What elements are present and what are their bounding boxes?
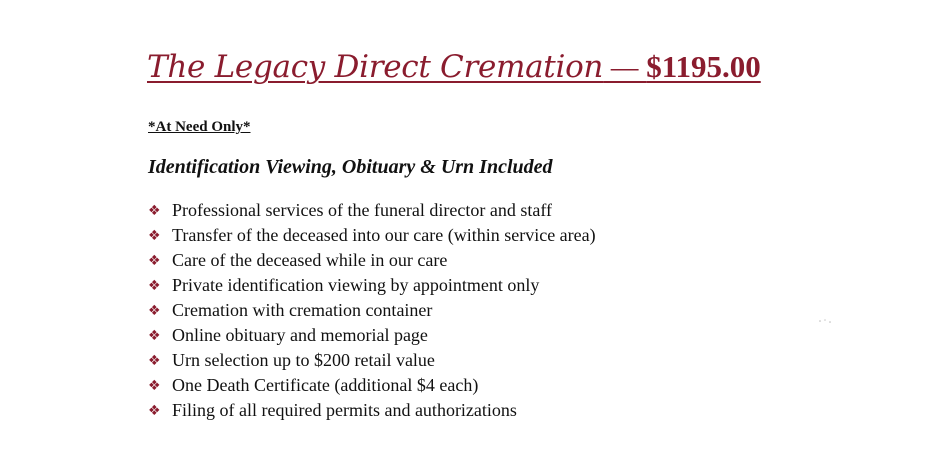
list-item	[148, 198, 596, 223]
list-item	[148, 323, 596, 348]
list-item-text: One Death Certificate (additional $4 each)	[172, 375, 479, 395]
list-item	[148, 273, 596, 298]
scan-speck-decoration	[818, 317, 832, 325]
package-title	[147, 49, 761, 86]
list-item-text: Professional services of the funeral director and staff	[172, 200, 553, 220]
list-item	[148, 248, 596, 273]
diamond-bullet-icon: ❖	[148, 352, 161, 369]
at-need-note: *At Need Only*	[148, 119, 251, 135]
diamond-bullet-icon: ❖	[148, 252, 161, 269]
diamond-bullet-icon: ❖	[148, 302, 161, 319]
list-item	[148, 373, 596, 398]
package-name: The Legacy Direct Cremation	[147, 49, 604, 85]
title-separator: —	[603, 49, 647, 84]
diamond-bullet-icon: ❖	[148, 377, 161, 394]
diamond-bullet-icon: ❖	[148, 202, 161, 219]
list-item	[148, 398, 596, 423]
package-price: $1195.00	[646, 49, 761, 84]
list-item	[148, 223, 596, 248]
list-item-text: Filing of all required permits and authorizations	[172, 400, 517, 420]
list-item-text: Cremation with cremation container	[172, 300, 433, 320]
services-list	[148, 198, 596, 423]
diamond-bullet-icon: ❖	[148, 402, 161, 419]
list-item-text: Online obituary and memorial page	[172, 325, 428, 345]
package-subtitle: Identification Viewing, Obituary & Urn Included	[148, 156, 553, 178]
list-item	[148, 298, 596, 323]
list-item-text: Care of the deceased while in our care	[172, 250, 448, 270]
diamond-bullet-icon: ❖	[148, 327, 161, 344]
list-item	[148, 348, 596, 373]
package-title-text	[147, 49, 761, 84]
diamond-bullet-icon: ❖	[148, 227, 161, 244]
list-item-text: Private identification viewing by appointment only	[172, 275, 540, 295]
list-item-text: Transfer of the deceased into our care (within service area)	[172, 225, 596, 245]
diamond-bullet-icon: ❖	[148, 277, 161, 294]
list-item-text: Urn selection up to $200 retail value	[172, 350, 435, 370]
